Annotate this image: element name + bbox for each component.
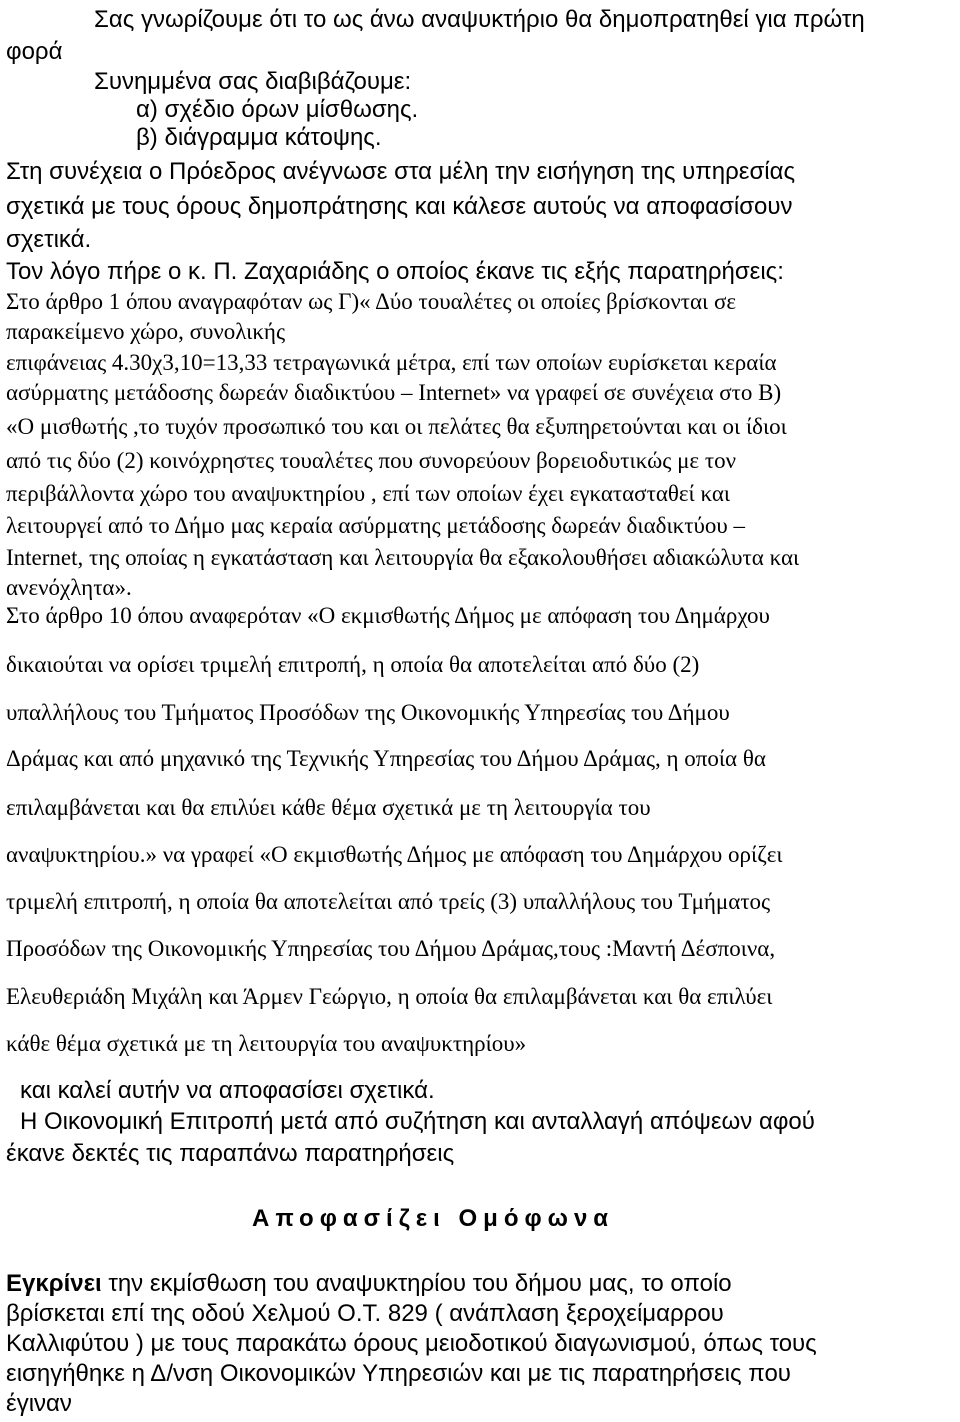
text-line: σχετικά.: [6, 226, 92, 253]
text-line: λειτουργεί από το Δήμο μας κεραία ασύρματης μετάδοσης δωρεάν διαδικτύου –: [6, 513, 746, 538]
text-line: α) σχέδιο όρων μίσθωσης.: [136, 96, 419, 123]
decision-heading: Αποφασίζει Ομόφωνα: [252, 1205, 615, 1232]
text-line: έκανε δεκτές τις παραπάνω παρατηρήσεις: [6, 1140, 455, 1167]
text-line: κάθε θέμα σχετικά με τη λειτουργία του αναψυκτηρίου»: [6, 1031, 527, 1056]
text-line: Συνημμένα σας διαβιβάζουμε:: [94, 68, 412, 95]
text-line: επιφάνειας 4.30χ3,10=13,33 τετραγωνικά μέτρα, επί των οποίων ευρίσκεται κεραία: [6, 350, 777, 375]
text-line: Η Οικονομική Επιτροπή μετά από συζήτηση και ανταλλαγή απόψεων αφού: [20, 1108, 815, 1135]
text-line: ασύρματης μετάδοσης δωρεάν διαδικτύου – Internet» να γραφεί σε συνέχεια στο Β): [6, 380, 782, 405]
text-line: Τον λόγο πήρε ο κ. Π. Ζαχαριάδης ο οποίος έκανε τις εξής παρατηρήσεις:: [6, 258, 784, 285]
text-fragment: την εκμίσθωση του αναψυκτηρίου του δήμου μας, το οποίο: [108, 1270, 732, 1297]
text-line: Προσόδων της Οικονομικής Υπηρεσίας του Δήμου Δράμας,τους :Μαντή Δέσποινα,: [6, 936, 776, 961]
text-line: τριμελή επιτροπή, η οποία θα αποτελείται από τρείς (3) υπαλλήλους του Τμήματος: [6, 889, 771, 914]
text-line: β) διάγραμμα κάτοψης.: [136, 124, 382, 151]
text-line: περιβάλλοντα χώρο του αναψυκτηρίου , επί των οποίων έχει εγκατασταθεί και: [6, 481, 731, 506]
text-line: έγιναν: [6, 1390, 72, 1417]
decision-verb: Εγκρίνει: [6, 1270, 102, 1297]
text-line: Στο άρθρο 10 όπου αναφερόταν «Ο εκμισθωτής Δήμος με απόφαση του Δημάρχου: [6, 603, 770, 628]
text-line: επιλαμβάνεται και θα επιλύει κάθε θέμα σχετικά με τη λειτουργία του: [6, 795, 651, 820]
text-line: εισηγήθηκε η Δ/νση Οικονομικών Υπηρεσιών και με τις παρατηρήσεις που: [6, 1360, 791, 1387]
text-line: υπαλλήλους του Τμήματος Προσόδων της Οικονομικής Υπηρεσίας του Δήμου: [6, 700, 730, 725]
text-line: Καλλιφύτου ) με τους παρακάτω όρους μειοδοτικού διαγωνισμού, όπως τους: [6, 1330, 817, 1357]
text-line: Στη συνέχεια ο Πρόεδρος ανέγνωσε στα μέλη την εισήγηση της υπηρεσίας: [6, 158, 796, 185]
text-line: Σας γνωρίζουμε ότι το ως άνω αναψυκτήριο θα δημοπρατηθεί για πρώτη: [94, 6, 865, 33]
text-line: δικαιούται να ορίσει τριμελή επιτροπή, η οποία θα αποτελείται από δύο (2): [6, 652, 700, 677]
text-line: βρίσκεται επί της οδού Χελμού Ο.Τ. 829 ( ανάπλαση ξεροχείμαρρου: [6, 1300, 724, 1327]
text-line: φορά: [6, 38, 63, 65]
text-line: Internet, της οποίας η εγκατάσταση και λειτουργία θα εξακολουθήσει αδιακώλυτα και: [6, 545, 800, 570]
text-line: αναψυκτηρίου.» να γραφεί «Ο εκμισθωτής Δήμος με απόφαση του Δημάρχου ορίζει: [6, 842, 783, 867]
text-line: Δράμας και από μηχανικό της Τεχνικής Υπηρεσίας του Δήμου Δράμας, η οποία θα: [6, 746, 766, 771]
text-line: [6, 1272, 732, 1296]
text-line: «Ο μισθωτής ,το τυχόν προσωπικό του και οι πελάτες θα εξυπηρετούνται και οι ίδιοι: [6, 414, 787, 439]
text-line: και καλεί αυτήν να αποφασίσει σχετικά.: [20, 1077, 435, 1104]
text-line: ανενόχλητα».: [6, 575, 132, 600]
text-line: σχετικά με τους όρους δημοπράτησης και κάλεσε αυτούς να αποφασίσουν: [6, 193, 793, 220]
text-line: από τις δύο (2) κοινόχρηστες τουαλέτες που συνορεύουν βορειοδυτικώς με τον: [6, 448, 736, 473]
text-line: Ελευθεριάδη Μιχάλη και Άρμεν Γεώργιο, η οποία θα επιλαμβάνεται και θα επιλύει: [6, 984, 773, 1009]
text-line: παρακείμενο χώρο, συνολικής: [6, 319, 286, 344]
text-line: Στο άρθρο 1 όπου αναγραφόταν ως Γ)« Δύο τουαλέτες οι οποίες βρίσκονται σε: [6, 289, 737, 314]
